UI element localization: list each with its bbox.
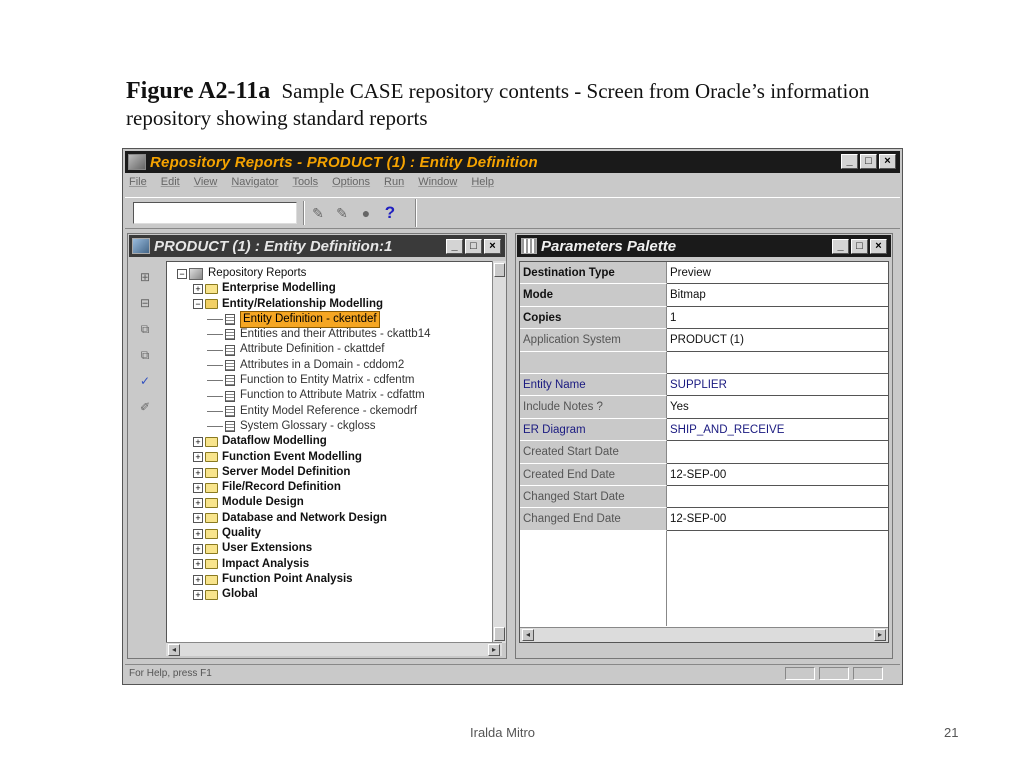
folder-open-icon	[205, 299, 218, 309]
param-row	[520, 508, 888, 530]
palette-minimize-button[interactable]: _	[832, 239, 849, 254]
tree-item-label: Attribute Definition - ckattdef	[240, 343, 385, 356]
tree-item-label: Global	[222, 588, 258, 601]
tree-horizontal-scrollbar[interactable]	[166, 642, 502, 656]
status-panel	[853, 667, 883, 680]
expand-toggle-icon[interactable]: +	[193, 437, 203, 447]
menu-file[interactable]: File	[129, 176, 147, 188]
figure-label: Figure A2-11a	[126, 78, 271, 104]
tree-item[interactable]	[177, 327, 431, 342]
tree-item[interactable]	[177, 572, 431, 587]
scroll-down-icon[interactable]	[494, 627, 505, 641]
tree-item-label: Dataflow Modelling	[222, 435, 327, 448]
toolbar-separator	[303, 201, 305, 225]
param-value[interactable]: 12-SEP-00	[667, 508, 888, 530]
tree-root-label: Repository Reports	[208, 267, 307, 279]
expand-toggle-icon[interactable]: +	[193, 529, 203, 539]
param-row	[520, 486, 888, 508]
tree-branch-line	[207, 334, 223, 335]
param-value[interactable]: PRODUCT (1)	[667, 329, 888, 351]
tree-item-label: Entity Definition - ckentdef	[240, 311, 380, 328]
run-report-icon[interactable]: ✎	[312, 205, 324, 221]
report-tree	[177, 266, 431, 603]
param-row	[520, 374, 888, 396]
tree-item[interactable]	[177, 388, 431, 403]
param-row	[520, 441, 888, 463]
palette-empty-area	[520, 531, 667, 626]
expand-all-icon[interactable]: ⧉	[140, 322, 150, 336]
palette-close-button[interactable]: ×	[870, 239, 887, 254]
tree-item[interactable]	[177, 526, 431, 541]
param-value[interactable]	[667, 352, 888, 374]
expand-toggle-icon[interactable]: +	[193, 590, 203, 600]
param-value[interactable]: Yes	[667, 396, 888, 418]
folder-icon	[205, 544, 218, 554]
tree-branch-line	[207, 426, 223, 427]
figure-caption	[126, 78, 906, 132]
param-row	[520, 464, 888, 486]
param-label: Mode	[520, 284, 667, 306]
report-icon	[225, 314, 235, 325]
status-text: For Help, press F1	[129, 668, 212, 679]
expand-toggle-icon[interactable]: +	[193, 468, 203, 478]
menu-run[interactable]: Run	[384, 176, 405, 188]
report-icon	[225, 391, 235, 402]
tree-item[interactable]	[177, 557, 431, 572]
tree-item[interactable]	[177, 358, 431, 373]
palette-maximize-button[interactable]: □	[851, 239, 868, 254]
edit-icon[interactable]: ✐	[139, 400, 151, 414]
tree-item-label: Server Model Definition	[222, 465, 351, 478]
tree-branch-line	[207, 411, 223, 412]
app-title: Repository Reports - PRODUCT (1) : Entity Definition	[150, 153, 538, 171]
folder-icon	[205, 529, 218, 539]
tree-item-label: Impact Analysis	[222, 557, 310, 570]
palette-icon	[521, 238, 537, 254]
folder-icon	[205, 284, 218, 294]
palette-window-controls	[832, 239, 887, 254]
param-value[interactable]: Preview	[667, 262, 888, 284]
app-icon	[128, 154, 146, 170]
expand-toggle-icon[interactable]: +	[193, 284, 203, 294]
tree-item-label: Module Design	[222, 496, 304, 509]
param-label: Created Start Date	[520, 441, 667, 463]
tree-item-label: Function Point Analysis	[222, 572, 353, 585]
repository-icon	[189, 268, 203, 280]
tree-item-label: System Glossary - ckgloss	[240, 419, 376, 432]
param-value[interactable]	[667, 486, 888, 508]
tree-item[interactable]	[177, 342, 431, 357]
navigator-tools	[136, 268, 160, 424]
tree-vertical-scrollbar[interactable]	[492, 261, 506, 643]
menu-window[interactable]: Window	[418, 176, 458, 188]
tree-branch-line	[207, 365, 223, 366]
param-row	[520, 307, 888, 329]
param-row	[520, 396, 888, 418]
tree-window-title: PRODUCT (1) : Entity Definition:1	[154, 237, 393, 255]
report-icon	[225, 360, 235, 371]
tree-item[interactable]	[177, 450, 431, 465]
repository-reports-window	[122, 148, 903, 685]
tree-item-label: Function to Entity Matrix - cdfentm	[240, 374, 415, 387]
tree-item-label: File/Record Definition	[222, 481, 341, 494]
parameters-table	[519, 261, 889, 643]
folder-icon	[205, 575, 218, 585]
tree-item[interactable]	[177, 434, 431, 449]
tree-item[interactable]	[177, 541, 431, 556]
expand-toggle-icon[interactable]: +	[193, 452, 203, 462]
help-icon[interactable]: ?	[384, 203, 396, 222]
param-row	[520, 419, 888, 441]
tree-item[interactable]	[177, 587, 431, 602]
tree-item-label: Function Event Modelling	[222, 450, 362, 463]
param-value[interactable]: 1	[667, 307, 888, 329]
param-row	[520, 262, 888, 284]
param-row	[520, 284, 888, 306]
tree-item[interactable]	[177, 495, 431, 510]
param-label: Changed Start Date	[520, 486, 667, 508]
param-row	[520, 329, 888, 351]
param-label: Copies	[520, 307, 667, 329]
tree-branch-line	[207, 319, 223, 320]
tree-item-label: User Extensions	[222, 542, 313, 555]
tree-item-label: Entity Model Reference - ckemodrf	[240, 404, 418, 417]
folder-icon	[205, 559, 218, 569]
tree-item-selected[interactable]	[177, 312, 431, 327]
report-icon	[225, 329, 235, 340]
menu-view[interactable]: View	[193, 176, 218, 188]
tree-window-icon	[132, 238, 150, 254]
folder-icon	[205, 498, 218, 508]
tree-item-label: Database and Network Design	[222, 511, 387, 524]
param-value[interactable]	[667, 441, 888, 463]
folder-icon	[205, 452, 218, 462]
folder-icon	[205, 590, 218, 600]
param-row	[520, 352, 888, 374]
minimize-button[interactable]: _	[841, 154, 858, 169]
parameters-palette	[515, 233, 893, 659]
param-label	[520, 352, 667, 374]
tree-item[interactable]	[177, 404, 431, 419]
figure-caption-text: Sample CASE repository contents - Screen from Oracle’s information repository showing standard reports	[126, 79, 870, 130]
app-titlebar[interactable]	[125, 151, 900, 173]
collapse-toggle-icon[interactable]: −	[177, 269, 187, 279]
tree-item-label: Attributes in a Domain - cddom2	[240, 358, 405, 371]
menu-help[interactable]: Help	[471, 176, 494, 188]
param-label: Application System	[520, 329, 667, 351]
tree-item[interactable]	[177, 511, 431, 526]
menu-navigator[interactable]: Navigator	[231, 176, 279, 188]
scroll-right-icon[interactable]: ▸	[488, 644, 500, 656]
tree-maximize-button[interactable]: □	[465, 239, 482, 254]
scroll-left-icon[interactable]: ◂	[522, 629, 534, 641]
expand-toggle-icon[interactable]: +	[193, 513, 203, 523]
param-label: Entity Name	[520, 374, 667, 396]
tree-item[interactable]	[177, 419, 431, 434]
tree-branch-line	[207, 380, 223, 381]
close-button[interactable]: ×	[879, 154, 896, 169]
collapse-icon[interactable]: ⊟	[139, 296, 151, 310]
param-value[interactable]: SHIP_AND_RECEIVE	[667, 419, 888, 441]
expand-toggle-icon[interactable]: +	[193, 575, 203, 585]
menu-edit[interactable]: Edit	[160, 176, 180, 188]
param-label: Include Notes ?	[520, 396, 667, 418]
folder-icon	[205, 483, 218, 493]
palette-titlebar[interactable]	[517, 235, 891, 257]
report-icon	[225, 421, 235, 432]
tree-item[interactable]	[177, 373, 431, 388]
report-icon	[225, 345, 235, 356]
param-label: ER Diagram	[520, 419, 667, 441]
param-value[interactable]: Bitmap	[667, 284, 888, 306]
run-report-alt-icon[interactable]: ✎	[336, 205, 348, 221]
tree-item[interactable]	[177, 281, 431, 296]
toolbar-separator-2	[415, 199, 417, 227]
tree-item[interactable]	[177, 480, 431, 495]
tree-item[interactable]	[177, 297, 431, 312]
footer-author: Iralda Mitro	[470, 725, 536, 740]
tree-window	[127, 233, 507, 659]
tree-branch-line	[207, 396, 223, 397]
report-icon	[225, 406, 235, 417]
folder-icon	[205, 468, 218, 478]
expand-toggle-icon[interactable]: +	[193, 544, 203, 554]
execute-icon[interactable]: ✓	[139, 374, 151, 388]
tree-item-label: Quality	[222, 527, 261, 540]
toolbar-input[interactable]	[133, 202, 297, 224]
tree-close-button[interactable]: ×	[484, 239, 501, 254]
menu-options[interactable]: Options	[332, 176, 371, 188]
expand-toggle-icon[interactable]: +	[193, 559, 203, 569]
param-label: Changed End Date	[520, 508, 667, 530]
folder-icon	[205, 513, 218, 523]
tree-item-label: Function to Attribute Matrix - cdfattm	[240, 389, 425, 402]
scroll-right-icon[interactable]: ▸	[874, 629, 886, 641]
toolbar	[125, 197, 900, 229]
report-icon	[225, 375, 235, 386]
tree-item-label: Entities and their Attributes - ckattb14	[240, 328, 431, 341]
tree-item[interactable]	[177, 465, 431, 480]
maximize-button[interactable]: □	[860, 154, 877, 169]
tree-branch-line	[207, 350, 223, 351]
status-bar	[125, 664, 900, 682]
collapse-all-icon[interactable]: ⧉	[140, 348, 150, 362]
tree-minimize-button[interactable]: _	[446, 239, 463, 254]
page-number: 21	[944, 725, 959, 740]
param-value[interactable]: SUPPLIER	[667, 374, 888, 396]
collapse-toggle-icon[interactable]: −	[193, 299, 203, 309]
menu-tools[interactable]: Tools	[292, 176, 319, 188]
expand-icon[interactable]: ⊞	[139, 270, 151, 284]
menu-bar	[129, 176, 494, 194]
tree-window-titlebar[interactable]	[129, 235, 505, 257]
param-label: Created End Date	[520, 464, 667, 486]
param-value[interactable]: 12-SEP-00	[667, 464, 888, 486]
expand-toggle-icon[interactable]: +	[193, 483, 203, 493]
tree-root[interactable]	[177, 266, 431, 281]
param-label: Destination Type	[520, 262, 667, 284]
tree-window-controls	[446, 239, 501, 254]
palette-horizontal-scrollbar[interactable]	[520, 627, 888, 642]
scroll-left-icon[interactable]: ◂	[168, 644, 180, 656]
tree-item-label: Entity/Relationship Modelling	[222, 297, 383, 310]
palette-title: Parameters Palette	[541, 237, 677, 255]
status-panel	[785, 667, 815, 680]
parameters-icon[interactable]: ●	[361, 205, 371, 221]
expand-toggle-icon[interactable]: +	[193, 498, 203, 508]
scroll-up-icon[interactable]	[494, 263, 505, 277]
tree-item-label: Enterprise Modelling	[222, 282, 336, 295]
status-panel	[819, 667, 849, 680]
tree-pane[interactable]	[166, 261, 502, 643]
app-window-controls	[841, 154, 896, 169]
folder-icon	[205, 437, 218, 447]
